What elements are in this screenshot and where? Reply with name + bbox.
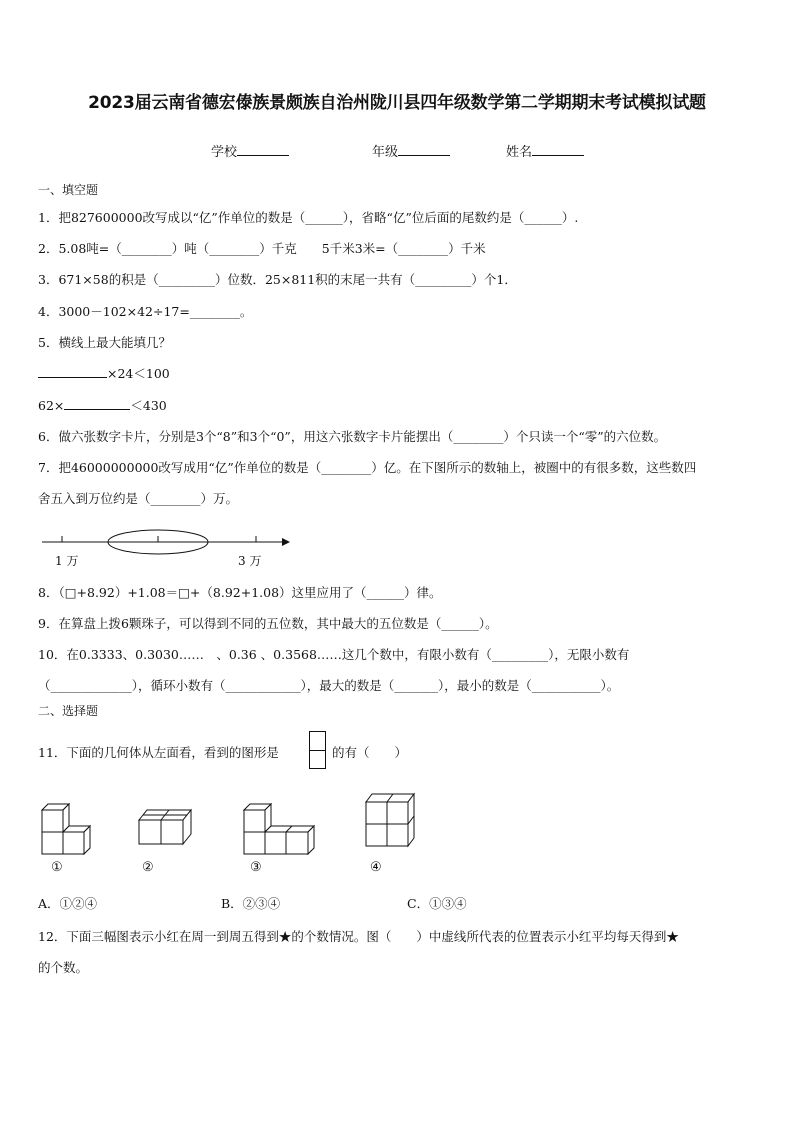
question-11: 11．下面的几何体从左面看，看到的图形是 (38, 745, 279, 760)
name-blank[interactable] (532, 143, 584, 156)
solid-figure-4 (362, 790, 418, 852)
q5a-text: ×24＜100 (107, 366, 170, 381)
question-5: 5．横线上最大能填几？ (38, 335, 171, 350)
question-10: 10．在0.3333、0.3030…… 、0.36 、0.3568……这几个数中，有限小数有（_________），无限小数有 (38, 647, 630, 662)
figure-label-4: ④ (370, 860, 382, 875)
option-c[interactable]: C．①③④ (407, 896, 467, 911)
option-a[interactable]: A．①②④ (38, 896, 98, 911)
numline-right-label: 3 万 (238, 554, 262, 568)
question-7-cont: 舍五入到万位约是（________）万。 (38, 491, 239, 506)
numline-left-label: 1 万 (55, 554, 79, 568)
answer-blank[interactable] (64, 397, 130, 410)
question-12: 12．下面三幅图表示小红在周一到周五得到★的个数情况。图（ ）中虚线所代表的位置表示小红平均每天得到★ (38, 929, 679, 944)
question-10-cont: （_____________），循环小数有（____________），最大的数是（_______），最小的数是（___________）。 (38, 678, 620, 693)
question-11-tail: 的有（ ） (332, 745, 408, 760)
question-9: 9．在算盘上拨6颗珠子，可以得到不同的五位数，其中最大的五位数是（______）。 (38, 616, 498, 631)
question-3: 3．671×58的积是（_________）位数．25×811积的末尾一共有（_________）个1． (38, 272, 517, 287)
arrow-icon (282, 538, 290, 546)
question-7: 7．把46000000000改写成用“亿”作单位的数是（________）亿。在下图所示的数轴上，被圈中的有很多数，这些数四 (38, 460, 697, 475)
figure-label-2: ② (142, 860, 154, 875)
page-title: 2023届云南省德宏傣族景颇族自治州陇川县四年级数学第二学期期末考试模拟试题 (88, 93, 706, 113)
option-b[interactable]: B．②③④ (221, 896, 281, 911)
school-blank[interactable] (237, 143, 289, 156)
question-1: 1．把827600000改写成以“亿”作单位的数是（______），省略“亿”位后面的尾数约是（______）. (38, 210, 579, 225)
figure-label-1: ① (51, 860, 63, 875)
left-view-shape (309, 731, 326, 769)
grade-label: 年级 (372, 145, 399, 160)
solid-figure-3 (240, 796, 320, 858)
section-choice-heading: 二、选择题 (38, 704, 99, 718)
question-8: 8．（□+8.92）+1.08＝□+（8.92+1.08）这里应用了（______）律。 (38, 585, 442, 600)
q5b-suffix: ＜430 (130, 398, 167, 413)
question-12-cont: 的个数。 (38, 960, 89, 975)
solid-figure-1 (38, 796, 98, 858)
question-6: 6．做六张数字卡片，分别是3个“8”和3个“0”，用这六张数字卡片能摆出（________）个只读一个“零”的六位数。 (38, 429, 667, 444)
answer-blank[interactable] (38, 365, 107, 378)
grade-blank[interactable] (398, 143, 450, 156)
q5b-prefix: 62× (38, 398, 65, 413)
school-field (211, 141, 289, 160)
question-4: 4．3000－102×42÷17=________。 (38, 304, 253, 319)
name-field (506, 141, 584, 160)
name-label: 姓名 (506, 145, 533, 160)
question-2: 2．5.08吨=（________）吨（________）千克 5千米3米=（________）千米 (38, 241, 486, 256)
grade-field (372, 141, 450, 160)
figure-label-3: ③ (250, 860, 262, 875)
question-5-line-b (38, 396, 167, 414)
solid-figure-2 (135, 804, 199, 848)
question-5-line-a (38, 364, 170, 382)
section-fill-heading: 一、填空题 (38, 183, 99, 197)
school-label: 学校 (211, 145, 238, 160)
